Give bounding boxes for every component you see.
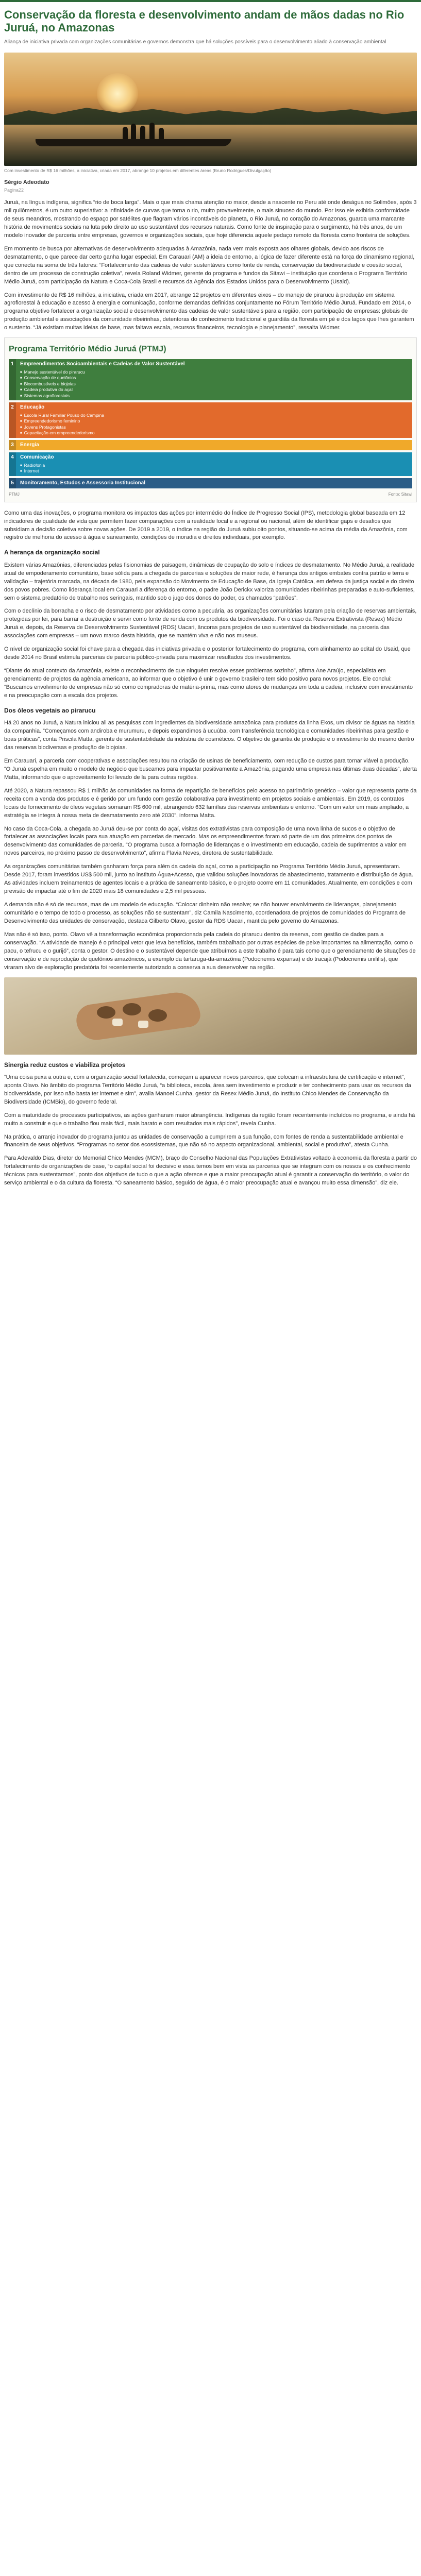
seeds-in-hand-photo [4, 977, 417, 1055]
article-title: Conservação da floresta e desenvolvimento andam de mãos dadas no Rio Juruá, no Amazonas [4, 8, 405, 35]
axis-items [20, 369, 408, 399]
section-heading: Dos óleos vegetais ao pirarucu [4, 706, 96, 714]
axis-item: ■ Jovens Protagonistas [20, 425, 408, 430]
paragraph: A demanda não é só de recursos, mas de um modelo de educação. “Colocar dinheiro não resolve; se não houver envolvimento de lideranças, planejamento comunitário e o tempo de todo o processo, as soluções não se sustentam”, diz Camila Nascimento, coordenadora de projetos de comunidades do Programa de Desenvolvimento das unidades de conservação, destaca Gilberto Olavo, gestor da RDS Uacari, mantida pelo governo do Amazonas. [4, 902, 406, 924]
axis-item: ■ Cadeia produtiva do açaí [20, 387, 408, 393]
paragraph: Até 2020, a Natura repassou R$ 1 milhão às comunidades na forma de repartição de benefícios pelo acesso ao patrimônio genético – valor que representa parte da receita com a venda dos produtos e é gerido por um fundo com gestão colaborativa para investimento em projetos sociais e ambientais. Em 2019, os contratos locais de fornecimento de óleos vegetais somaram R$ 600 mil, abrangendo 632 famílias das reservas ambientais e entorno. “Com um valor um mais ampliado, a estratégia se integra à nossa meta de desmatamento zero até 2030”, informa Matta. [4, 787, 417, 819]
axis-content [16, 402, 412, 437]
axis-item: ■ Empreendedorismo feminino [20, 418, 408, 424]
seed [148, 1009, 167, 1022]
article-page [0, 0, 421, 1205]
paragraph: Com investimento de R$ 16 milhões, a iniciativa, criada em 2017, abrange 12 projetos em diferentes eixos – do manejo de pirarucu à produção em sistema agroflorestal à educação e acesso à energia e comunicação, conforme demandas definidas conjuntamente no Fórum Território Médio Juruá. Fundado em 2014, o programa objetivo fortalecer a organização social e desenvolvimento das cadeias de valor sustentáveis para a região, com participação de empresas: globais de produção ambiental e associações da comunidade ribeirinhas, detentoras do conhecimento tradicional e guardiãs da floresta em pé e dos lagos que lhes garantem o sustento. “Já existiam muitas ideias de base, mas faltava escala, recursos financeiros, tecnologia e planejamento”, ressalta Widmer. [4, 292, 414, 331]
article-subtitle: Aliança de iniciativa privada com organizações comunitárias e governos demonstra que há soluções possíveis para o desenvolvimento aliado à conservação ambiental [4, 39, 386, 45]
infographic-footer [9, 492, 412, 498]
axis-name: Monitoramento, Estudos e Assessoria Institucional [20, 480, 146, 486]
program-axis [9, 452, 412, 476]
paragraph: Há 20 anos no Juruá, a Natura iniciou ali as pesquisas com ingredientes da biodiversidade amazônica para produtos da linha Ekos, um divisor de águas na história da companhia. “Começamos com andiroba e murumuru, e depois expandimos à ucuúba, com transferência tecnológica e comunidades ribeirinhas para gestão e boas práticas”, conta Priscila Matta, gerente de sustentabilidade da indústria de cosméticos. O objetivo de garantia de produção e o investimento do mesmo dentro das reservas biodiversas e produção de biojoias. [4, 720, 415, 751]
paragraph: Para Adevaldo Dias, diretor do Memorial Chico Mendes (MCM), braço do Conselho Nacional das Populações Extrativistas voltado à economia da floresta a partir do fortalecimento de organizações de base, “o capital social foi decisivo e essa temos bem em vista as parcerias que se integram com os nossos e os conhecimento técnicos para sustentarmos”, ponto dos objetivos de tudo o que a ação oferece e que a maior preocupação atual é garantir a conservação do território, o valor do serviço ambiental e o da cultura da floresta. “O saneamento básico, seguido de água, é o maior preocupação atual e avançou muito essa dimensão”, diz ele. [4, 1155, 417, 1187]
axis-item: ■ Manejo sustentável do pirarucu [20, 369, 408, 375]
seed-piece [138, 1021, 148, 1028]
axis-name: Educação [20, 404, 45, 411]
axis-name: Energia [20, 442, 39, 448]
sun-glow [97, 73, 138, 114]
axis-item: ■ Radiofonia [20, 463, 408, 468]
axis-item: ■ Biocombustíveis e biojoias [20, 381, 408, 387]
paragraph: Mas não é só isso, ponto. Olavo vê a transformação econômica proporcionada pela cadeia do pirarucu dentro da reserva, com gestão de dados para a conservação. “A atividade de manejo é o principal vetor que leva benefícios, também trabalhado por outras espécies de peixe importantes na alimentação, como o pacu, o tefrucu e o gurijó”, conta o gestor. O destino e o sustentável depende que atribuímos a este trabalho é para tais como que o gerenciamento de situações de conservação e de reprodução de quelônios amazônicos, a exemplo da tartaruga-da-amazônia (Podocnemis expansa) e do tracajá (Podocnemis unifilis), que viraram alvo de exploração predatória foi recentemente autorizado a conserva a sua desenvolver na região. [4, 931, 416, 971]
program-axis [9, 440, 412, 451]
axis-name: Empreendimentos Socioambientais e Cadeias de Valor Sustentável [20, 361, 185, 367]
axis-number: 1 [9, 359, 16, 400]
paragraph: O nível de organização social foi chave para a chegada das iniciativas privada e o posterior fortalecimento do programa, com alinhamento ao edital do Usaid, que desde 2014 no Brasil estimula parcerias de parceria público-privada para maximizar resultados dos investimentos. [4, 646, 411, 661]
paragraph: “Uma coisa puxa a outra e, com a organização social fortalecida, começam a aparecer novos parceiros, que colocam a infraestrutura de certificação e internet”, aponta Olavo. No âmbito do programa Território Médio Juruá, “a biblioteca, escola, área sem investimento e produzir e ter conhecimento para usar os recursos da biodiversidade, por isso não basta ter internet e sim”, avalia Manoel Cunha, gestor da Resex Médio Juruá, do Instituto Chico Mendes de Conservação da Biodiversidade (ICMBio), do governo federal. [4, 1074, 411, 1105]
axis-number: 5 [9, 478, 16, 489]
axis-name: Comunicação [20, 454, 54, 461]
program-axis [9, 402, 412, 437]
axis-item: ■ Internet [20, 468, 408, 474]
infographic-logo-text: PTMJ [9, 492, 20, 497]
section-heading: Sinergia reduz custos e viabiliza projetos [4, 1061, 126, 1069]
boat-passengers [123, 120, 169, 140]
treeline [4, 100, 417, 126]
hand-shape [74, 989, 201, 1042]
paragraph: Em momento de busca por alternativas de desenvolvimento adequadas à Amazônia, nada vem mais exposta aos olhares globais, devido aos riscos de desmatamento, o que parece dar certo ganha lugar especial. Em Carauari (AM) a ideia de entorno, a lógica de fazer diferente está na força do dinamismo regional, que conecta na soma de três fatores: “Fortalecimento das cadeias de valor sustentáveis como fonte de renda, conservação da biodiversidade e coesão social, dentro de um processo de construção coletiva”, revela Roland Widmer, gerente do programa e fundos da Sitawi – instituição que coordena o Programa Território Médio Juruá, com participação da Natura e Coca-Cola Brasil e recursos da Agência dos Estados Unidos para o Desenvolvimento (Usaid). [4, 245, 415, 285]
axis-items [20, 463, 408, 474]
author-name[interactable]: Sérgio Adeodato [4, 179, 49, 186]
axis-content [16, 452, 412, 476]
article-header [0, 2, 421, 53]
paragraph: Em Carauari, a parceria com cooperativas e associações resultou na criação de usinas de beneficiamento, com redução de custos para tornar viável a produção. “O Juruá espelha em muito o modelo de negócio que buscamos para impactar positivamente a Amazônia, pagando uma empresa nas últimas duas décadas”, alerta Matta, informando que o aproveitamento foi levado de la para outras regiões. [4, 757, 417, 781]
boat-silhouette [35, 139, 231, 146]
axis-item: ■ Sistemas agroflorestais [20, 393, 408, 399]
infographic-source: Fonte: Sitawi [388, 492, 412, 497]
section-heading: A herança da organização social [4, 549, 100, 556]
paragraph: “Diante do atual contexto da Amazônia, existe o reconhecimento de que ninguém resolve esses problemas sozinho”, afirma Ane Araújo, especialista em gerenciamento de projetos da agência americana, ao informar que o objetivo é unir o governo brasileiro tem sido positivo para novos projetos. Ele conclui: “Buscamos envolvimento de empresas não só como compradoras de matéria-prima, mas como atores de mudanças em toda a cadeia, inclusive com investimento e na preocupação com a escala dos projetos. [4, 668, 413, 699]
paragraph: Com o declínio da borracha e o risco de desmatamento por atividades como a pecuária, as organizações comunitárias lutaram pela criação de reservas ambientais, protegidas por lei, para barrar a destruição e servir como fonte de renda com os produtos da biodiversidade. Foi o caso da Reserva Extrativista (Resex) Médio Juruá e, depois, da Reserva de Desenvolvimento Sustentável (RDS) Uacari, âncoras para projetos de uso sustentável da biodiversidade, na parceria das associações com empresas – um novo marco desta história, que se mantém viva e não nos museus. [4, 608, 417, 639]
seed-piece [112, 1019, 123, 1026]
axis-items [20, 413, 408, 436]
axis-number: 2 [9, 402, 16, 437]
author-source: Pagina22 [4, 188, 24, 193]
article-body [0, 199, 421, 1188]
program-axis [9, 359, 412, 400]
paragraph: Existem várias Amazônias, diferenciadas pelas fisionomias de paisagem, dinâmicas de ocupação do solo e índices de desmatamento. No Médio Juruá, a realidade atual de empoderamento comunitário, base sólida para a chegada de parcerias e soluções de maior rede, é herança dos antigos embates contra patrão e terra e validação – trajetória marcada, na década de 1980, pela expansão do Movimento de Educação de Base, da Igreja Católica, em defesa da justiça social e do direito dos povos pobres. Como liderança local em Carauari a diferença do entorno, o padre João Derickx valoriza comunidades ribeirinhas preparadas e auto-suficientes, sem o sistema predatório de trabalho nos seringais, mantido sob o jugo dos donos do poder, os chamados “patrões”. [4, 562, 415, 601]
axis-item: ■ Conservação de quelônios [20, 375, 408, 381]
axis-content [16, 440, 412, 451]
axis-item: ■ Capacitação em empreendedorismo [20, 430, 408, 436]
seed [123, 1003, 141, 1015]
axis-number: 4 [9, 452, 16, 476]
paragraph: Na prática, o arranjo inovador do programa juntou as unidades de conservação a cumprirem a sua função, com fontes de renda a sustentabilidade ambiental e financeira de seus objetivos. “Programas no setor dos ecossistemas, que não só no aspecto organizacional, ambiental, social e produtivo”, atesta Cunha. [4, 1133, 403, 1148]
axis-item: ■ Escola Rural Familiar Pouso do Campina [20, 413, 408, 418]
program-axes-list [9, 359, 412, 488]
program-infographic [4, 337, 417, 502]
paragraph: Como uma das inovações, o programa monitora os impactos das ações por intermédio do Índice de Progresso Social (IPS), metodologia global baseada em 12 indicadores de qualidade de vida que permitem fazer comparações com a realidade local e a regional ou nacional, além de identificar gaps e desafios que subsidiam a decisão coletiva sobre novas ações. De 2019 a 2019, o índice na região do Juruá subiu oito pontos, situando-se acima da média da Amazônia, com registro de melhoria do acesso à água e saneamento, condições de moradia e direitos individuais, por exemplo. [4, 510, 408, 541]
paragraph: Com a maturidade de processos participativos, as ações ganharam maior abrangência. Indígenas da região foram recentemente incluídos no programa, e ainda há muito a construir e que o trabalho flou mais fácil, mais barato e com resultados mais rápidos”, revela Cunha. [4, 1112, 415, 1127]
axis-number: 3 [9, 440, 16, 451]
paragraph: No caso da Coca-Cola, a chegada ao Juruá deu-se por conta do açaí, visitas dos extrativistas para composição de uma nova linha de sucos e o objetivo de fortalecer as associações locais para sua atuação em parcerias de mercado. Mas os empreendimentos foram só parte de um dos primeiros dos pontos de desenvolvimento das comunidades de parceria. “O programa busca a formação de lideranças e o investimento em educação, cadeia de suprimentos a valor em novos parceiros, no próximo passo de desenvolvimento”, afirma Flavia Neves, diretora de sustentabilidade. [4, 825, 407, 857]
hero-photo [4, 53, 417, 166]
seed [97, 1006, 115, 1019]
infographic-title: Programa Território Médio Juruá (PTMJ) [9, 345, 166, 354]
photo-caption: Com investimento de R$ 16 milhões, a iniciativa, criada em 2017, abrange 10 projetos em diferentes áreas (Bruno Rodrigues/Divulgação) [4, 168, 272, 174]
axis-content [16, 478, 412, 489]
axis-content [16, 359, 412, 400]
paragraph: As organizações comunitárias também ganharam força para além da cadeia do açaí, como a participação no Programa Território Médio Juruá, apresentaram. Desde 2017, foram investidos US$ 500 mil, junto ao instituto Água+Acesso, que validou soluções inovadoras de abastecimento, tratamento e distribuição de água. As atividades incluem treinamentos de agentes locais e a prática de saneamento básico, e o projeto ocorre em 11 comunidades. Atualmente, em condições e com previsão de impactar até o fim de 2020 mais 18 comunidades e 2,5 mil pessoas. [4, 863, 414, 895]
paragraph: Juruá, na língua indígena, significa “rio de boca larga”. Mais o que mais chama atenção no maior, desde a nascente no Peru até onde deságua no Solimões, após 3 mil quilômetros, é um outro superlativo: a infinidade de curvas que torna o rio, muito provavelmente, o mais sinuoso do mundo. Por isso ele exibiria conformidade de seus meandros, mostrando do espaço por satélites que flagram vários incontáveis do planeta, o Rio Juruá, no coração do Amazonas, guarda uma marcante história de movimentos sociais na luta pelo direito ao uso sustentável dos recursos naturais. Como fonte de inspiração para o surgimento, há três anos, de um modelo inovador de parceria entre empresas, governos e organizações sociais, que hoje diferencia aquele pedaço remoto da floresta como fronteira de soluções. [4, 199, 417, 239]
program-axis [9, 478, 412, 489]
